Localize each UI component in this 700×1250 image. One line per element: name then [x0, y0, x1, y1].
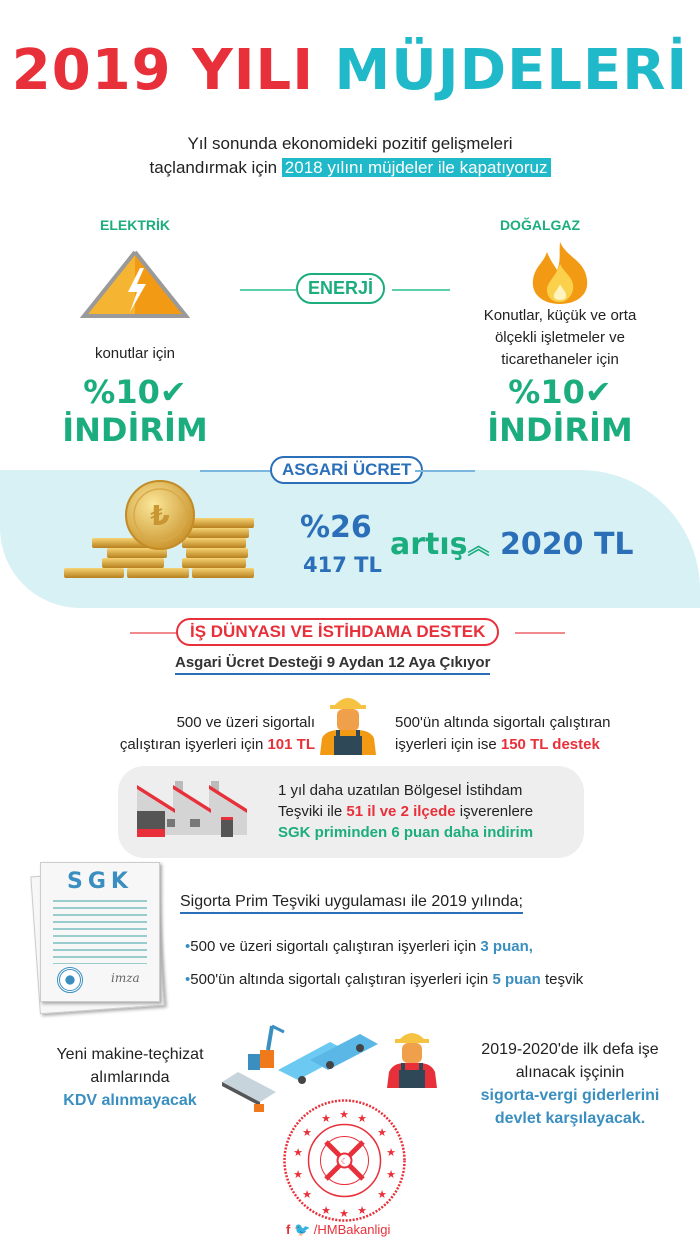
ministry-logo: [282, 1098, 407, 1223]
new-worker-text: 2019-2020'de ilk defa işe alınacak işçinin sigorta-vergi giderlerini devlet karşılayacak.: [480, 1041, 660, 1127]
svg-text:★: ★: [302, 1188, 312, 1201]
business-line-left: [130, 632, 180, 634]
svg-text:★: ★: [386, 1146, 396, 1159]
subtitle-line2: taçlandırmak için 2018 yılını müjdeler ile kapatıyoruz: [0, 156, 700, 180]
energy-line-right: [392, 289, 450, 291]
down-check-icon: ✔: [584, 373, 612, 411]
gas-description: Konutlar, küçük ve orta ölçekli işletmeler ve ticarethaneler için: [483, 307, 637, 368]
svg-text:★: ★: [293, 1168, 303, 1181]
increase-word: artış: [390, 527, 468, 562]
sgk-bullet-list: [185, 930, 583, 996]
document-lines: [53, 900, 147, 964]
wage-increase-row: [390, 527, 634, 562]
svg-text:☾: ☾: [340, 1157, 349, 1166]
title-word: MÜJDELERİ: [334, 38, 689, 103]
business-section-label: İŞ DÜNYASI VE İSTİHDAMA DESTEK: [176, 618, 499, 646]
wage-increase-amount: 417 TL: [303, 553, 382, 577]
svg-text:★: ★: [377, 1126, 387, 1139]
svg-text:★: ★: [357, 1112, 367, 1125]
double-chevron-up-icon: ︽: [467, 535, 490, 560]
gas-discount-word: İNDİRİM: [487, 411, 633, 449]
worker-red-icon: [385, 1026, 440, 1088]
svg-text:★: ★: [302, 1126, 312, 1139]
worker-icon: [318, 690, 378, 755]
business-subheading: Asgari Ücret Desteği 9 Aydan 12 Aya Çıkıyor: [175, 654, 490, 675]
wage-percent: %26: [300, 510, 372, 545]
subtitle-line1: Yıl sonunda ekonomideki pozitif gelişmeleri: [187, 134, 513, 153]
electricity-description: konutlar için: [94, 345, 176, 362]
svg-text:₺: ₺: [150, 499, 170, 532]
facebook-icon[interactable]: f: [286, 1222, 291, 1237]
gas-discount: [480, 373, 640, 449]
sgk-bullet: •500'ün altında sigortalı çalıştıran işyerleri için 5 puan teşvik: [185, 971, 584, 988]
gold-coins-icon: [62, 478, 272, 583]
bullet-dot-icon: •: [185, 938, 191, 955]
svg-text:★: ★: [386, 1168, 396, 1181]
twitter-icon[interactable]: 🐦: [293, 1222, 311, 1237]
gas-percent: %10: [508, 373, 585, 411]
bullet-dot-icon: •: [185, 971, 191, 988]
sgk-bullet: •500 ve üzeri sigortalı çalıştıran işyerleri için 3 puan,: [185, 938, 533, 955]
electricity-percent: %10: [83, 373, 160, 411]
subtitle: [0, 132, 700, 180]
stamp-icon: [57, 967, 83, 993]
factory-icon: [135, 775, 255, 840]
electricity-label: ELEKTRİK: [100, 217, 170, 233]
svg-text:★: ★: [377, 1188, 387, 1201]
high-voltage-icon: [80, 250, 190, 320]
svg-text:★: ★: [339, 1207, 349, 1220]
left-support-text: 500 ve üzeri sigortalı çalıştıran işyerleri için 101 TL: [119, 714, 315, 753]
sgk-document: [40, 862, 160, 1002]
svg-text:★: ★: [357, 1204, 367, 1217]
flame-icon: [525, 240, 595, 306]
social-handle[interactable]: /HMBakanligi: [313, 1222, 391, 1237]
svg-text:★: ★: [339, 1108, 349, 1121]
energy-section-label: ENERJİ: [296, 273, 385, 304]
new-wage: 2020 TL: [500, 527, 634, 562]
minimum-wage-section-label: ASGARİ ÜCRET: [270, 456, 423, 484]
svg-text:★: ★: [321, 1112, 331, 1125]
wage-line-left: [200, 470, 270, 472]
right-support-text: 500'ün altında sigortalı çalıştıran işyerleri için ise 150 TL destek: [395, 714, 611, 753]
machinery-text: Yeni makine-teçhizat alımlarında KDV alınmayacak: [56, 1046, 204, 1109]
page-title: [0, 38, 700, 103]
svg-text:★: ★: [293, 1146, 303, 1159]
electricity-discount-word: İNDİRİM: [62, 411, 208, 449]
wage-line-right: [415, 470, 475, 472]
electricity-discount: [55, 373, 215, 449]
subtitle-highlight: 2018 yılını müjdeler ile kapatıyoruz: [282, 158, 551, 177]
energy-line-left: [240, 289, 296, 291]
gas-label: DOĞALGAZ: [499, 217, 581, 233]
signature: imza: [111, 971, 140, 985]
svg-text:★: ★: [321, 1204, 331, 1217]
social-footer: [286, 1222, 390, 1238]
regional-incentive-text: 1 yıl daha uzatılan Bölgesel İstihdam Teşviki ile 51 il ve 2 ilçede işverenlere SGK priminden 6 puan daha indirim: [278, 782, 534, 841]
down-check-icon: ✔: [159, 373, 187, 411]
sgk-doc-title: SGK: [67, 869, 133, 894]
sgk-heading: Sigorta Prim Teşviki uygulaması ile 2019 yılında;: [180, 893, 523, 914]
business-line-right: [515, 632, 565, 634]
title-year: 2019 YILI: [11, 38, 315, 103]
